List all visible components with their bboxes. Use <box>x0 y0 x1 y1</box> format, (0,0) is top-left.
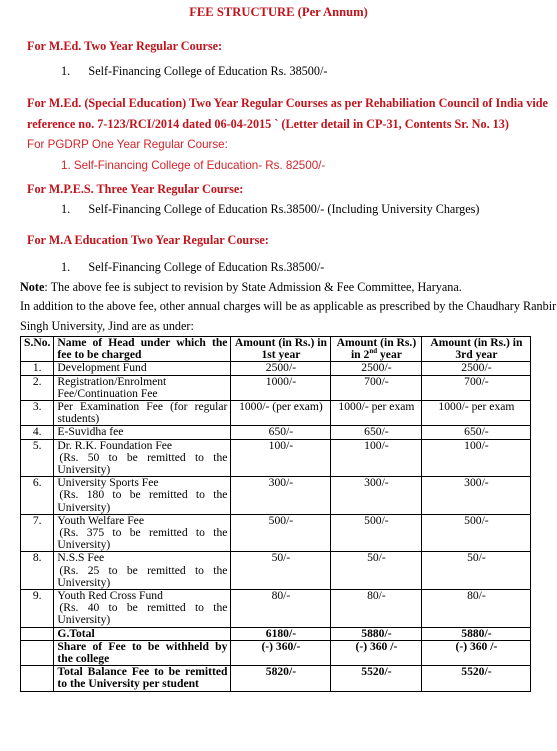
row-head: E-Suvidha fee <box>54 426 231 439</box>
row-year1: 300/- <box>231 477 331 515</box>
withheld-head <box>54 640 231 665</box>
note-paragraph-1: In addition to the above fee, other annual charges will be as applicable as prescribed by the Chaudhary Ranbir <box>20 299 557 313</box>
total-row <box>21 627 531 640</box>
withheld-head-line1: Share of Fee to be withheld by <box>57 639 228 653</box>
table-row <box>21 439 531 477</box>
row-head-line1: Registration/Enrolment <box>57 374 167 388</box>
row-sno: 6. <box>21 477 54 515</box>
row-head-line2: (Rs. 180 to be remitted to the <box>59 488 228 502</box>
section-heading-med-special-2: reference no. 7-123/RCI/2014 dated 06-04-2015 ` (Letter detail in CP-31, Contents Sr. No. 13) <box>27 117 509 131</box>
row-year3: 650/- <box>422 426 531 439</box>
row-head <box>54 401 231 426</box>
row-year2: 500/- <box>331 514 422 552</box>
fee-table <box>20 336 531 692</box>
total-year1: 6180/- <box>231 627 331 640</box>
row-year1: 1000/- <box>231 375 331 400</box>
row-year2: 50/- <box>331 552 422 590</box>
balance-row <box>21 666 531 691</box>
section-item-ma: 1. Self-Financing College of Education Rs.38500/- <box>61 260 325 274</box>
row-year3: 50/- <box>422 552 531 590</box>
table-row <box>21 590 531 628</box>
row-year3: 500/- <box>422 514 531 552</box>
row-year3: 100/- <box>422 439 531 477</box>
row-year2: 1000/- per exam <box>331 401 422 426</box>
header-head-line1: Name of Head under which the <box>57 336 228 349</box>
row-head: Development Fund <box>54 362 231 375</box>
row-sno: 1. <box>21 362 54 375</box>
header-year3 <box>422 337 531 362</box>
note-text: : The above fee is subject to revision by State Admission & Fee Committee, Haryana. <box>44 280 462 294</box>
note-label: Note <box>20 280 45 294</box>
table-row <box>21 477 531 515</box>
row-year1: 50/- <box>231 552 331 590</box>
row-sno: 2. <box>21 375 54 400</box>
header-year3-line1: Amount (in Rs.) in <box>430 336 523 349</box>
row-sno: 4. <box>21 426 54 439</box>
row-year3: 2500/- <box>422 362 531 375</box>
header-year2-line2 <box>334 349 418 361</box>
row-head-line3: University) <box>57 500 111 514</box>
total-sno <box>21 627 54 640</box>
row-head-line3: University) <box>57 613 111 627</box>
row-year2: 2500/- <box>331 362 422 375</box>
table-row <box>21 514 531 552</box>
row-head-line1: Per Examination Fee (for regular <box>57 400 228 414</box>
header-year1-line1: Amount (in Rs.) in <box>234 336 327 349</box>
row-head <box>54 375 231 400</box>
row-head-line3: University) <box>57 538 111 552</box>
row-year1: 500/- <box>231 514 331 552</box>
header-year2-post: year <box>377 348 402 362</box>
page-title: FEE STRUCTURE (Per Annum) <box>189 5 368 19</box>
balance-sno <box>21 666 54 691</box>
balance-year2: 5520/- <box>331 666 422 691</box>
header-year2 <box>331 337 422 362</box>
table-row <box>21 552 531 590</box>
row-head <box>54 552 231 590</box>
header-year2-line1: Amount (in Rs.) <box>336 336 417 349</box>
row-year2: 650/- <box>331 426 422 439</box>
table-row <box>21 401 531 426</box>
row-year2: 300/- <box>331 477 422 515</box>
section-heading-med: For M.Ed. Two Year Regular Course: <box>27 39 223 53</box>
row-year3: 1000/- per exam <box>422 401 531 426</box>
balance-head <box>54 666 231 691</box>
section-heading-ma: For M.A Education Two Year Regular Course: <box>27 233 269 247</box>
row-head <box>54 439 231 477</box>
header-head-line2: fee to be charged <box>57 348 142 362</box>
header-head <box>54 337 231 362</box>
note-paragraph-2: Singh University, Jind are as under: <box>20 319 194 333</box>
note <box>20 280 462 295</box>
row-head-line2: (Rs. 25 to be remitted to the <box>59 563 228 577</box>
table-row <box>21 362 531 375</box>
withheld-year3: (-) 360 /- <box>422 640 531 665</box>
row-sno: 7. <box>21 514 54 552</box>
row-head <box>54 590 231 628</box>
header-year2-pre: in 2 <box>350 348 370 362</box>
withheld-year1: (-) 360/- <box>231 640 331 665</box>
balance-head-line1: Total Balance Fee to be remitted <box>57 665 228 679</box>
header-year2-sup: nd <box>369 347 378 356</box>
row-year2: 80/- <box>331 590 422 628</box>
section-heading-mpes: For M.P.E.S. Three Year Regular Course: <box>27 182 244 196</box>
row-head-line2: (Rs. 375 to be remitted to the <box>59 526 228 540</box>
section-item-mpes: 1. Self-Financing College of Education Rs.38500/- (Including University Charges) <box>61 202 480 216</box>
row-head-line2: (Rs. 50 to be remitted to the <box>59 450 228 464</box>
table-row <box>21 426 531 439</box>
withheld-row <box>21 640 531 665</box>
row-head-line1: N.S.S Fee <box>57 551 105 565</box>
row-head-line2: Fee/Continuation Fee <box>57 386 158 400</box>
row-head <box>54 514 231 552</box>
total-year3: 5880/- <box>422 627 531 640</box>
row-head-line1: Youth Welfare Fee <box>57 513 144 527</box>
section-item-med: 1. Self-Financing College of Education Rs. 38500/- <box>61 64 328 78</box>
row-year1: 650/- <box>231 426 331 439</box>
section-heading-med-special-1: For M.Ed. (Special Education) Two Year Regular Courses as per Rehabiliation Council of India vide <box>27 96 548 110</box>
row-sno: 3. <box>21 401 54 426</box>
row-head-line1: University Sports Fee <box>57 476 159 490</box>
row-year1: 1000/- (per exam) <box>231 401 331 426</box>
row-head <box>54 477 231 515</box>
row-head-line1: Youth Red Cross Fund <box>57 589 163 603</box>
balance-year3: 5520/- <box>422 666 531 691</box>
withheld-sno <box>21 640 54 665</box>
row-year3: 700/- <box>422 375 531 400</box>
header-year3-line2: 3rd year <box>455 348 498 362</box>
row-year1: 80/- <box>231 590 331 628</box>
header-year1-line2: 1st year <box>261 348 301 362</box>
row-year1: 100/- <box>231 439 331 477</box>
withheld-year2: (-) 360 /- <box>331 640 422 665</box>
row-year3: 80/- <box>422 590 531 628</box>
balance-head-line2: to the University per student <box>57 677 199 691</box>
row-year3: 300/- <box>422 477 531 515</box>
row-head-line3: University) <box>57 463 111 477</box>
row-head-line2: (Rs. 40 to be remitted to the <box>59 601 228 615</box>
row-sno: 8. <box>21 552 54 590</box>
row-year1: 2500/- <box>231 362 331 375</box>
total-head: G.Total <box>54 627 231 640</box>
table-header-row <box>21 337 531 362</box>
row-head-line3: University) <box>57 575 111 589</box>
row-year2: 700/- <box>331 375 422 400</box>
header-year1 <box>231 337 331 362</box>
section-heading-pgdrp: For PGDRP One Year Regular Course: <box>27 138 228 151</box>
row-head-line1: Dr. R.K. Foundation Fee <box>57 438 173 452</box>
table-row <box>21 375 531 400</box>
section-item-pgdrp: 1. Self-Financing College of Education- Rs. 82500/- <box>61 159 326 172</box>
row-sno: 5. <box>21 439 54 477</box>
total-year2: 5880/- <box>331 627 422 640</box>
header-sno: S.No. <box>21 337 54 362</box>
balance-year1: 5820/- <box>231 666 331 691</box>
row-head-line2: students) <box>57 412 100 426</box>
row-year2: 100/- <box>331 439 422 477</box>
row-sno: 9. <box>21 590 54 628</box>
withheld-head-line2: the college <box>57 652 110 666</box>
